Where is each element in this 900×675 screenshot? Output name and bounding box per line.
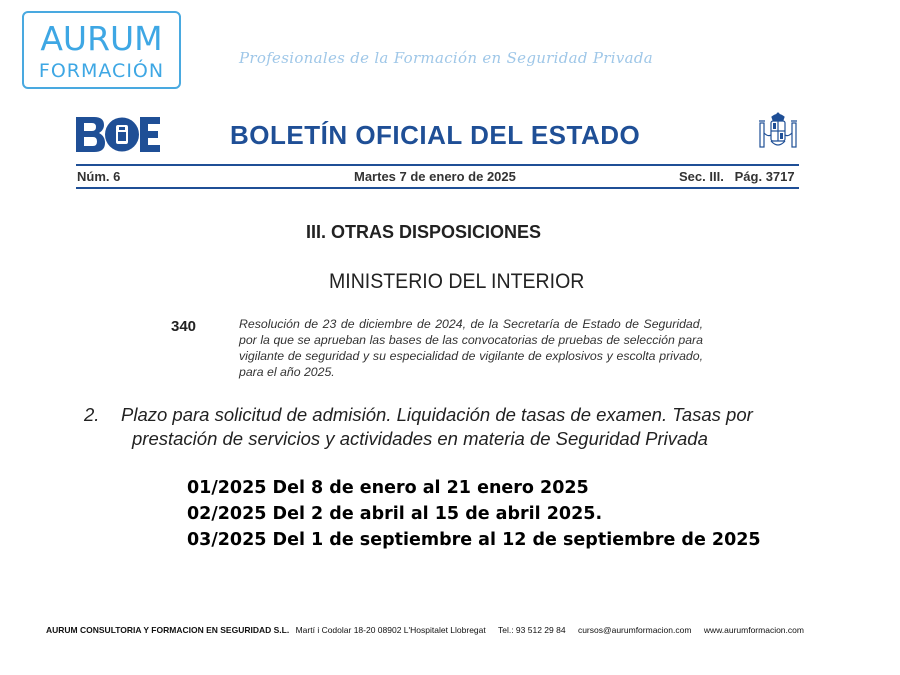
- issue-date: Martes 7 de enero de 2025: [354, 169, 516, 184]
- convocatoria-item: 03/2025 Del 1 de septiembre al 12 de septiembre de 2025: [187, 530, 761, 550]
- resolution-number: 340: [171, 318, 197, 335]
- section-page: Sec. III. Pág. 3717: [679, 169, 795, 184]
- convocatorias-list: [187, 475, 761, 553]
- header-rule-top: [76, 164, 799, 166]
- coat-of-arms-icon: [756, 111, 800, 155]
- footer-address: Martí i Codolar 18-20 08902 L'Hospitalet Llobregat: [295, 625, 486, 635]
- boe-title: BOLETÍN OFICIAL DEL ESTADO: [230, 120, 641, 150]
- boe-logo: [76, 117, 160, 152]
- logo-bottom-text: FORMACIÓN: [38, 60, 165, 82]
- tagline: Profesionales de la Formación en Seguridad Privada: [239, 49, 653, 67]
- footer-company: AURUM CONSULTORIA Y FORMACION EN SEGURIDAD S.L.: [46, 625, 290, 635]
- footer-phone: Tel.: 93 512 29 84: [497, 625, 566, 635]
- point-line-1: Plazo para solicitud de admisión. Liquidación de tasas de examen. Tasas por: [121, 404, 753, 425]
- point-number: 2.: [84, 404, 100, 425]
- convocatoria-item: 01/2025 Del 8 de enero al 21 enero 2025: [187, 478, 589, 498]
- footer-web[interactable]: www.aurumformacion.com: [703, 625, 804, 635]
- convocatoria-item: 02/2025 Del 2 de abril al 15 de abril 2025.: [187, 504, 603, 524]
- aurum-logo: [22, 11, 181, 89]
- section-heading: III. OTRAS DISPOSICIONES: [306, 222, 542, 242]
- footer-email[interactable]: cursos@aurumformacion.com: [577, 625, 692, 635]
- point-line-2: prestación de servicios y actividades en materia de Seguridad Privada: [132, 428, 708, 449]
- footer: [46, 625, 814, 635]
- logo-top-text: AURUM: [40, 19, 163, 58]
- resolution-text: Resolución de 23 de diciembre de 2024, de la Secretaría de Estado de Seguridad, por la que se aprueban las bases de las convocatorias de pruebas de selección para vigilante de seguridad y su especialidad de vigilante de explosivos y escolta privado, para el año 2025.: [239, 317, 703, 379]
- issue-number: Núm. 6: [77, 169, 121, 184]
- ministry-heading: MINISTERIO DEL INTERIOR: [329, 270, 585, 293]
- header-rule-bottom: [76, 187, 799, 189]
